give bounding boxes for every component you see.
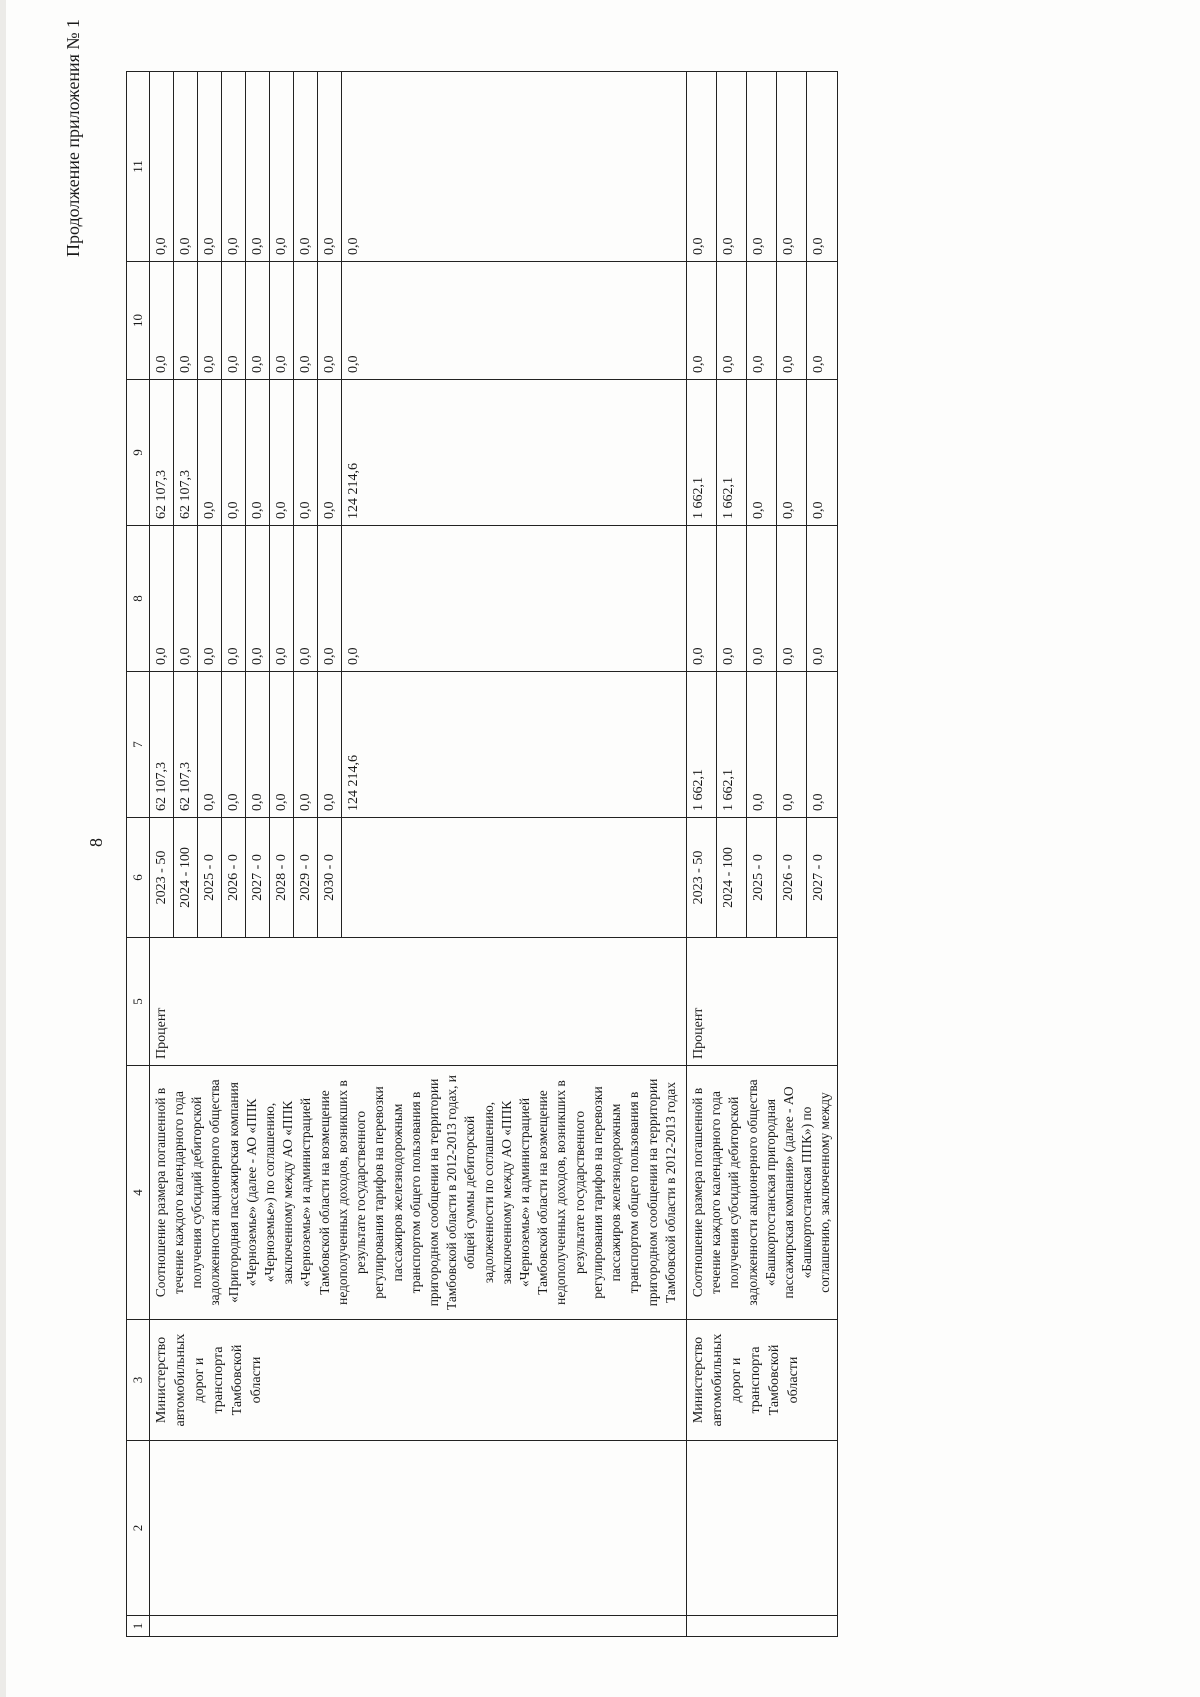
block1-indicator: Соотношение размера погашенной в течение каждого календарного года получения субсидий дебиторской задолженности акционерного общества «Пригородная пассажирская компания «Черноземье» (далее - АО «ППК «Черноземье») по соглашению, заключенному между АО «ППК «Черноземье» и администрацией Тамбовской области на возмещение недополученных доходов, возникших в результате государственного регулирования тарифов на перевозки пассажиров железнодорожным транспортом общего пользования в пригородном сообщении на территории Тамбовской области в 2012-2013 годах, и общей суммы дебиторской задолженности по соглашению, заключенному между АО «ППК «Черноземье» и администрацией Тамбовской области на возмещение недополученных доходов, возникших в результате государственного регулирования тарифов на перевозки пассажиров железнодорожным транспортом общего пользования в пригородном сообщении на территории Тамбовской области в 2012-2013 годах xyxy=(149,1066,686,1320)
value-col10: 0,0 xyxy=(245,262,269,380)
value-col10: 0,0 xyxy=(293,262,317,380)
value-col7: 0,0 xyxy=(221,672,245,818)
value-col11: 0,0 xyxy=(293,72,317,262)
value-col7: 1 662,1 xyxy=(717,672,747,818)
value-col11: 0,0 xyxy=(807,72,837,262)
value-col7: 0,0 xyxy=(293,672,317,818)
value-col10: 0,0 xyxy=(197,262,221,380)
col-header-2: 2 xyxy=(127,1441,150,1616)
col-header-3: 3 xyxy=(127,1320,150,1441)
target-year-value: 2028 - 0 xyxy=(269,818,293,938)
value-col8: 0,0 xyxy=(245,526,269,672)
total-col8: 0,0 xyxy=(341,526,686,672)
value-col9: 62 107,3 xyxy=(149,380,173,526)
value-col8: 0,0 xyxy=(149,526,173,672)
value-col9: 0,0 xyxy=(269,380,293,526)
value-col10: 0,0 xyxy=(747,262,777,380)
value-col10: 0,0 xyxy=(173,262,197,380)
continuation-heading: Продолжение приложения № 1 xyxy=(63,18,83,257)
target-year-value: 2026 - 0 xyxy=(221,818,245,938)
block1-col1 xyxy=(149,1616,686,1637)
target-year-value: 2024 - 100 xyxy=(717,818,747,938)
value-col11: 0,0 xyxy=(149,72,173,262)
value-col9: 0,0 xyxy=(807,380,837,526)
target-year-value: 2030 - 0 xyxy=(317,818,341,938)
target-year-value: 2023 - 50 xyxy=(686,818,716,938)
value-col7: 0,0 xyxy=(777,672,807,818)
value-col11: 0,0 xyxy=(173,72,197,262)
value-col10: 0,0 xyxy=(717,262,747,380)
value-col10: 0,0 xyxy=(807,262,837,380)
block2-unit: Процент xyxy=(686,938,837,1066)
block2-agency: Министерство автомобильных дорог и транспорта Тамбовской области xyxy=(686,1320,837,1441)
indicators-table xyxy=(126,71,838,1637)
total-col10: 0,0 xyxy=(341,262,686,380)
value-col8: 0,0 xyxy=(807,526,837,672)
value-col9: 0,0 xyxy=(221,380,245,526)
total-year-cell xyxy=(341,818,686,938)
value-col9: 0,0 xyxy=(317,380,341,526)
target-year-value: 2025 - 0 xyxy=(747,818,777,938)
value-col11: 0,0 xyxy=(317,72,341,262)
total-col9: 124 214,6 xyxy=(341,380,686,526)
target-year-value: 2029 - 0 xyxy=(293,818,317,938)
value-col7: 0,0 xyxy=(269,672,293,818)
value-col7: 1 662,1 xyxy=(686,672,716,818)
column-number-row xyxy=(127,72,150,1637)
col-header-9: 9 xyxy=(127,380,150,526)
value-col8: 0,0 xyxy=(269,526,293,672)
value-col8: 0,0 xyxy=(197,526,221,672)
value-col9: 0,0 xyxy=(197,380,221,526)
total-col7: 124 214,6 xyxy=(341,672,686,818)
value-col8: 0,0 xyxy=(293,526,317,672)
value-col10: 0,0 xyxy=(777,262,807,380)
col-header-11: 11 xyxy=(127,72,150,262)
target-year-value: 2027 - 0 xyxy=(245,818,269,938)
target-year-value: 2023 - 50 xyxy=(149,818,173,938)
value-col11: 0,0 xyxy=(686,72,716,262)
value-col11: 0,0 xyxy=(747,72,777,262)
col-header-10: 10 xyxy=(127,262,150,380)
col-header-5: 5 xyxy=(127,938,150,1066)
value-col11: 0,0 xyxy=(717,72,747,262)
value-col9: 0,0 xyxy=(777,380,807,526)
block2-row-2023 xyxy=(686,72,716,1637)
value-col7: 62 107,3 xyxy=(173,672,197,818)
value-col10: 0,0 xyxy=(269,262,293,380)
total-col11: 0,0 xyxy=(341,72,686,262)
block2-col2 xyxy=(686,1441,837,1616)
block2-col1 xyxy=(686,1616,837,1637)
target-year-value: 2024 - 100 xyxy=(173,818,197,938)
value-col10: 0,0 xyxy=(221,262,245,380)
col-header-1: 1 xyxy=(127,1616,150,1637)
value-col8: 0,0 xyxy=(747,526,777,672)
value-col7: 62 107,3 xyxy=(149,672,173,818)
value-col10: 0,0 xyxy=(149,262,173,380)
block1-col2 xyxy=(149,1441,686,1616)
value-col8: 0,0 xyxy=(173,526,197,672)
block1-agency: Министерство автомобильных дорог и транспорта Тамбовской области xyxy=(149,1320,686,1441)
col-header-7: 7 xyxy=(127,672,150,818)
col-header-8: 8 xyxy=(127,526,150,672)
value-col8: 0,0 xyxy=(686,526,716,672)
block1-row-2023 xyxy=(149,72,173,1637)
col-header-6: 6 xyxy=(127,818,150,938)
page-number: 8 xyxy=(86,838,106,847)
block1-unit: Процент xyxy=(149,938,686,1066)
value-col10: 0,0 xyxy=(317,262,341,380)
value-col11: 0,0 xyxy=(245,72,269,262)
value-col9: 0,0 xyxy=(245,380,269,526)
value-col10: 0,0 xyxy=(686,262,716,380)
value-col7: 0,0 xyxy=(245,672,269,818)
value-col7: 0,0 xyxy=(197,672,221,818)
value-col7: 0,0 xyxy=(747,672,777,818)
value-col11: 0,0 xyxy=(269,72,293,262)
block2-indicator: Соотношение размера погашенной в течение каждого календарного года получения субсидий дебиторской задолженности акционерного общества «Башкортостанская пригородная пассажирская компания» (далее - АО «Башкортостанская ППК») по соглашению, заключенному между xyxy=(686,1066,837,1320)
value-col8: 0,0 xyxy=(317,526,341,672)
value-col11: 0,0 xyxy=(777,72,807,262)
value-col11: 0,0 xyxy=(197,72,221,262)
value-col9: 0,0 xyxy=(293,380,317,526)
target-year-value: 2027 - 0 xyxy=(807,818,837,938)
value-col7: 0,0 xyxy=(317,672,341,818)
value-col9: 1 662,1 xyxy=(686,380,716,526)
value-col9: 62 107,3 xyxy=(173,380,197,526)
value-col8: 0,0 xyxy=(221,526,245,672)
value-col11: 0,0 xyxy=(221,72,245,262)
target-year-value: 2025 - 0 xyxy=(197,818,221,938)
col-header-4: 4 xyxy=(127,1066,150,1320)
value-col9: 1 662,1 xyxy=(717,380,747,526)
target-year-value: 2026 - 0 xyxy=(777,818,807,938)
value-col9: 0,0 xyxy=(747,380,777,526)
value-col8: 0,0 xyxy=(777,526,807,672)
value-col7: 0,0 xyxy=(807,672,837,818)
value-col8: 0,0 xyxy=(717,526,747,672)
